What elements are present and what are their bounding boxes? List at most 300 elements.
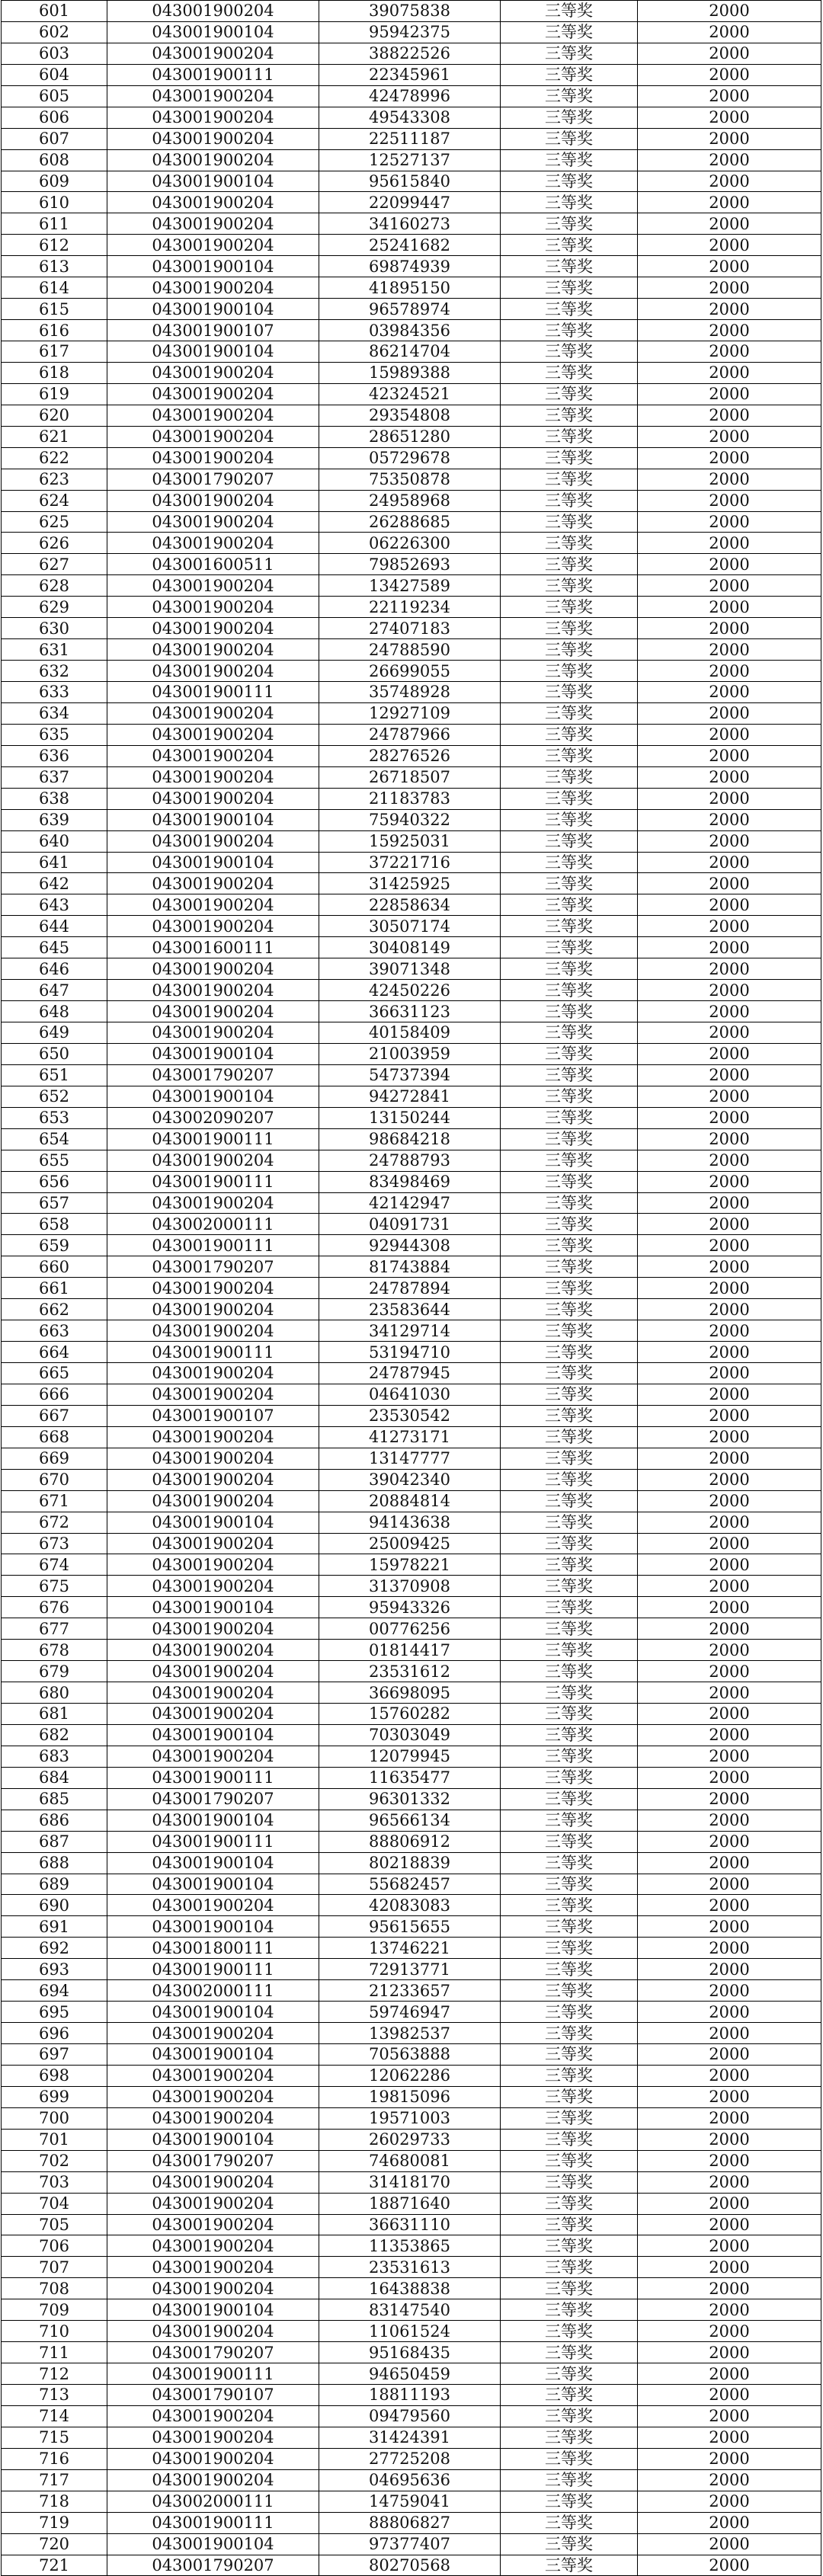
code-cell: 043001900104	[107, 1916, 319, 1938]
code-cell: 043001900104	[107, 256, 319, 277]
ticket-number-cell: 12079945	[319, 1746, 501, 1767]
code-cell: 043001900204	[107, 724, 319, 745]
table-row	[2, 2129, 821, 2150]
prize-level-cell: 三等奖	[501, 213, 638, 235]
table-row	[2, 980, 821, 1001]
ticket-number-cell: 23531613	[319, 2257, 501, 2278]
table-row	[2, 171, 821, 192]
code-cell: 043002000111	[107, 1214, 319, 1235]
row-number-cell: 653	[2, 1107, 107, 1128]
code-cell: 043001900204	[107, 1576, 319, 1597]
ticket-number-cell: 25241682	[319, 235, 501, 256]
amount-cell: 2000	[638, 362, 821, 383]
prize-level-cell: 三等奖	[501, 533, 638, 554]
prize-level-cell: 三等奖	[501, 2448, 638, 2469]
ticket-number-cell: 75350878	[319, 469, 501, 490]
row-number-cell: 603	[2, 43, 107, 64]
row-number-cell: 620	[2, 405, 107, 426]
table-row	[2, 235, 821, 256]
table-row	[2, 597, 821, 618]
table-row	[2, 447, 821, 469]
code-cell: 043002000111	[107, 1980, 319, 2002]
ticket-number-cell: 18871640	[319, 2193, 501, 2214]
row-number-cell: 658	[2, 1214, 107, 1235]
ticket-number-cell: 83147540	[319, 2299, 501, 2321]
ticket-number-cell: 15989388	[319, 362, 501, 383]
prize-level-cell: 三等奖	[501, 2321, 638, 2342]
table-row	[2, 554, 821, 575]
code-cell: 043001900204	[107, 1533, 319, 1554]
row-number-cell: 718	[2, 2491, 107, 2512]
prize-level-cell: 三等奖	[501, 1426, 638, 1448]
ticket-number-cell: 37221716	[319, 852, 501, 873]
prize-level-cell: 三等奖	[501, 1852, 638, 1874]
table-row	[2, 149, 821, 171]
table-row	[2, 43, 821, 64]
code-cell: 043001900204	[107, 788, 319, 809]
ticket-number-cell: 26029733	[319, 2129, 501, 2150]
code-cell: 043001900204	[107, 958, 319, 980]
amount-cell: 2000	[638, 1980, 821, 2002]
amount-cell: 2000	[638, 2491, 821, 2512]
ticket-number-cell: 96566134	[319, 1810, 501, 1831]
ticket-number-cell: 42450226	[319, 980, 501, 1001]
ticket-number-cell: 74680081	[319, 2150, 501, 2171]
prize-level-cell: 三等奖	[501, 2533, 638, 2555]
prize-level-cell: 三等奖	[501, 1576, 638, 1597]
prize-level-cell: 三等奖	[501, 1214, 638, 1235]
table-row	[2, 2405, 821, 2427]
ticket-number-cell: 31424391	[319, 2427, 501, 2448]
row-number-cell: 630	[2, 618, 107, 639]
prize-level-cell: 三等奖	[501, 702, 638, 724]
amount-cell: 2000	[638, 447, 821, 469]
row-number-cell: 655	[2, 1150, 107, 1171]
table-row	[2, 1852, 821, 1874]
prize-level-cell: 三等奖	[501, 2193, 638, 2214]
ticket-number-cell: 39042340	[319, 1469, 501, 1490]
row-number-cell: 641	[2, 852, 107, 873]
row-number-cell: 672	[2, 1512, 107, 1533]
code-cell: 043001900104	[107, 1512, 319, 1533]
amount-cell: 2000	[638, 1192, 821, 1214]
prize-level-cell: 三等奖	[501, 1938, 638, 1959]
table-row	[2, 2214, 821, 2235]
prize-level-cell: 三等奖	[501, 1022, 638, 1044]
prize-level-cell: 三等奖	[501, 1724, 638, 1746]
table-row	[2, 1363, 821, 1384]
code-cell: 043001900104	[107, 2002, 319, 2023]
amount-cell: 2000	[638, 2086, 821, 2107]
ticket-number-cell: 53194710	[319, 1342, 501, 1363]
amount-cell: 2000	[638, 894, 821, 916]
row-number-cell: 631	[2, 639, 107, 661]
ticket-number-cell: 41895150	[319, 277, 501, 299]
amount-cell: 2000	[638, 2385, 821, 2406]
prize-level-cell: 三等奖	[501, 85, 638, 107]
table-row	[2, 2321, 821, 2342]
amount-cell: 2000	[638, 1661, 821, 1682]
row-number-cell: 652	[2, 1086, 107, 1107]
amount-cell: 2000	[638, 852, 821, 873]
ticket-number-cell: 04641030	[319, 1384, 501, 1405]
amount-cell: 2000	[638, 980, 821, 1001]
row-number-cell: 689	[2, 1874, 107, 1895]
prize-level-cell: 三等奖	[501, 171, 638, 192]
code-cell: 043001900111	[107, 682, 319, 703]
code-cell: 043001600111	[107, 937, 319, 958]
prize-level-cell: 三等奖	[501, 511, 638, 533]
ticket-number-cell: 94143638	[319, 1512, 501, 1533]
amount-cell: 2000	[638, 2448, 821, 2469]
code-cell: 043001790207	[107, 469, 319, 490]
amount-cell: 2000	[638, 1938, 821, 1959]
code-cell: 043001790207	[107, 1064, 319, 1086]
amount-cell: 2000	[638, 1043, 821, 1064]
row-number-cell: 679	[2, 1661, 107, 1682]
row-number-cell: 627	[2, 554, 107, 575]
row-number-cell: 698	[2, 2065, 107, 2086]
row-number-cell: 613	[2, 256, 107, 277]
ticket-number-cell: 42478996	[319, 85, 501, 107]
prize-level-cell: 三等奖	[501, 2214, 638, 2235]
amount-cell: 2000	[638, 809, 821, 830]
row-number-cell: 632	[2, 661, 107, 682]
row-number-cell: 609	[2, 171, 107, 192]
table-row	[2, 2385, 821, 2406]
code-cell: 043001900204	[107, 213, 319, 235]
amount-cell: 2000	[638, 1107, 821, 1128]
table-row	[2, 1724, 821, 1746]
ticket-number-cell: 95615655	[319, 1916, 501, 1938]
code-cell: 043001900104	[107, 1874, 319, 1895]
code-cell: 043001900111	[107, 1831, 319, 1852]
code-cell: 043001900104	[107, 809, 319, 830]
row-number-cell: 693	[2, 1959, 107, 1980]
row-number-cell: 703	[2, 2171, 107, 2193]
table-row	[2, 1831, 821, 1852]
ticket-number-cell: 36631110	[319, 2214, 501, 2235]
row-number-cell: 666	[2, 1384, 107, 1405]
row-number-cell: 604	[2, 64, 107, 85]
ticket-number-cell: 24958968	[319, 490, 501, 511]
row-number-cell: 692	[2, 1938, 107, 1959]
ticket-number-cell: 72913771	[319, 1959, 501, 1980]
code-cell: 043001900204	[107, 1746, 319, 1767]
prize-level-cell: 三等奖	[501, 2555, 638, 2576]
table-row	[2, 1235, 821, 1256]
table-row	[2, 1746, 821, 1767]
ticket-number-cell: 35748928	[319, 682, 501, 703]
table-row	[2, 2363, 821, 2385]
row-number-cell: 708	[2, 2278, 107, 2299]
prize-level-cell: 三等奖	[501, 2044, 638, 2066]
row-number-cell: 639	[2, 809, 107, 830]
code-cell: 043001900104	[107, 341, 319, 363]
code-cell: 043001900104	[107, 1724, 319, 1746]
amount-cell: 2000	[638, 1426, 821, 1448]
prize-table-body	[2, 1, 821, 2576]
code-cell: 043001900204	[107, 85, 319, 107]
table-row	[2, 788, 821, 809]
table-row	[2, 2278, 821, 2299]
code-cell: 043001900204	[107, 128, 319, 149]
table-row	[2, 1597, 821, 1618]
ticket-number-cell: 70303049	[319, 1724, 501, 1746]
row-number-cell: 674	[2, 1554, 107, 1576]
ticket-number-cell: 03984356	[319, 320, 501, 341]
amount-cell: 2000	[638, 2469, 821, 2491]
row-number-cell: 691	[2, 1916, 107, 1938]
prize-level-cell: 三等奖	[501, 341, 638, 363]
code-cell: 043001900204	[107, 235, 319, 256]
ticket-number-cell: 54737394	[319, 1064, 501, 1086]
row-number-cell: 606	[2, 107, 107, 128]
code-cell: 043002090207	[107, 1107, 319, 1128]
row-number-cell: 715	[2, 2427, 107, 2448]
row-number-cell: 648	[2, 1001, 107, 1022]
table-row	[2, 809, 821, 830]
row-number-cell: 659	[2, 1235, 107, 1256]
prize-table	[1, 0, 821, 2576]
ticket-number-cell: 13147777	[319, 1448, 501, 1469]
prize-level-cell: 三等奖	[501, 1469, 638, 1490]
table-row	[2, 277, 821, 299]
row-number-cell: 675	[2, 1576, 107, 1597]
code-cell: 043001790207	[107, 2342, 319, 2363]
ticket-number-cell: 75940322	[319, 809, 501, 830]
ticket-number-cell: 34129714	[319, 1320, 501, 1342]
prize-level-cell: 三等奖	[501, 916, 638, 937]
prize-level-cell: 三等奖	[501, 682, 638, 703]
row-number-cell: 686	[2, 1810, 107, 1831]
table-row	[2, 1086, 821, 1107]
row-number-cell: 651	[2, 1064, 107, 1086]
ticket-number-cell: 97377407	[319, 2533, 501, 2555]
amount-cell: 2000	[638, 1299, 821, 1320]
row-number-cell: 656	[2, 1171, 107, 1192]
code-cell: 043001900204	[107, 447, 319, 469]
ticket-number-cell: 38822526	[319, 43, 501, 64]
row-number-cell: 657	[2, 1192, 107, 1214]
ticket-number-cell: 24787894	[319, 1278, 501, 1299]
ticket-number-cell: 29354808	[319, 405, 501, 426]
prize-level-cell: 三等奖	[501, 1661, 638, 1682]
row-number-cell: 635	[2, 724, 107, 745]
code-cell: 043001900204	[107, 1001, 319, 1022]
row-number-cell: 690	[2, 1895, 107, 1916]
table-row	[2, 2533, 821, 2555]
row-number-cell: 654	[2, 1128, 107, 1150]
ticket-number-cell: 81743884	[319, 1256, 501, 1278]
row-number-cell: 682	[2, 1724, 107, 1746]
table-row	[2, 2023, 821, 2044]
prize-level-cell: 三等奖	[501, 2342, 638, 2363]
row-number-cell: 700	[2, 2107, 107, 2129]
table-row	[2, 1150, 821, 1171]
code-cell: 043001900204	[107, 1640, 319, 1661]
prize-level-cell: 三等奖	[501, 107, 638, 128]
row-number-cell: 701	[2, 2129, 107, 2150]
ticket-number-cell: 23583644	[319, 1299, 501, 1320]
prize-level-cell: 三等奖	[501, 2023, 638, 2044]
row-number-cell: 696	[2, 2023, 107, 2044]
table-row	[2, 1895, 821, 1916]
amount-cell: 2000	[638, 341, 821, 363]
code-cell: 043001900204	[107, 533, 319, 554]
ticket-number-cell: 12527137	[319, 149, 501, 171]
amount-cell: 2000	[638, 320, 821, 341]
code-cell: 043001900111	[107, 64, 319, 85]
ticket-number-cell: 23531612	[319, 1661, 501, 1682]
amount-cell: 2000	[638, 2363, 821, 2385]
table-row	[2, 1299, 821, 1320]
amount-cell: 2000	[638, 1128, 821, 1150]
code-cell: 043001900204	[107, 2065, 319, 2086]
table-row	[2, 405, 821, 426]
ticket-number-cell: 95943326	[319, 1597, 501, 1618]
prize-level-cell: 三等奖	[501, 2107, 638, 2129]
amount-cell: 2000	[638, 1618, 821, 1640]
table-row	[2, 2235, 821, 2257]
ticket-number-cell: 70563888	[319, 2044, 501, 2066]
prize-level-cell: 三等奖	[501, 1746, 638, 1767]
code-cell: 043001900104	[107, 21, 319, 43]
amount-cell: 2000	[638, 830, 821, 852]
row-number-cell: 707	[2, 2257, 107, 2278]
table-row	[2, 852, 821, 873]
row-number-cell: 710	[2, 2321, 107, 2342]
code-cell: 043001900204	[107, 2214, 319, 2235]
amount-cell: 2000	[638, 1810, 821, 1831]
row-number-cell: 681	[2, 1704, 107, 1725]
table-row	[2, 1128, 821, 1150]
prize-level-cell: 三等奖	[501, 1640, 638, 1661]
amount-cell: 2000	[638, 682, 821, 703]
amount-cell: 2000	[638, 277, 821, 299]
prize-level-cell: 三等奖	[501, 149, 638, 171]
prize-level-cell: 三等奖	[501, 1959, 638, 1980]
prize-level-cell: 三等奖	[501, 724, 638, 745]
amount-cell: 2000	[638, 916, 821, 937]
ticket-number-cell: 13746221	[319, 1938, 501, 1959]
ticket-number-cell: 23530542	[319, 1405, 501, 1426]
ticket-number-cell: 34160273	[319, 213, 501, 235]
ticket-number-cell: 80218839	[319, 1852, 501, 1874]
ticket-number-cell: 28276526	[319, 745, 501, 766]
ticket-number-cell: 86214704	[319, 341, 501, 363]
amount-cell: 2000	[638, 873, 821, 894]
row-number-cell: 629	[2, 597, 107, 618]
row-number-cell: 622	[2, 447, 107, 469]
table-row	[2, 1192, 821, 1214]
table-row	[2, 128, 821, 149]
code-cell: 043001900204	[107, 597, 319, 618]
row-number-cell: 705	[2, 2214, 107, 2235]
amount-cell: 2000	[638, 235, 821, 256]
prize-level-cell: 三等奖	[501, 192, 638, 213]
amount-cell: 2000	[638, 1767, 821, 1788]
prize-level-cell: 三等奖	[501, 2235, 638, 2257]
row-number-cell: 688	[2, 1852, 107, 1874]
amount-cell: 2000	[638, 788, 821, 809]
prize-level-cell: 三等奖	[501, 980, 638, 1001]
ticket-number-cell: 05729678	[319, 447, 501, 469]
ticket-number-cell: 42142947	[319, 1192, 501, 1214]
prize-level-cell: 三等奖	[501, 1150, 638, 1171]
prize-level-cell: 三等奖	[501, 1916, 638, 1938]
prize-level-cell: 三等奖	[501, 2385, 638, 2406]
prize-level-cell: 三等奖	[501, 299, 638, 320]
ticket-number-cell: 24788590	[319, 639, 501, 661]
prize-level-cell: 三等奖	[501, 1128, 638, 1150]
ticket-number-cell: 49543308	[319, 107, 501, 128]
table-row	[2, 1043, 821, 1064]
code-cell: 043001900204	[107, 1192, 319, 1214]
table-row	[2, 1767, 821, 1788]
row-number-cell: 720	[2, 2533, 107, 2555]
table-row	[2, 873, 821, 894]
ticket-number-cell: 79852693	[319, 554, 501, 575]
code-cell: 043001900104	[107, 299, 319, 320]
ticket-number-cell: 18811193	[319, 2385, 501, 2406]
row-number-cell: 665	[2, 1363, 107, 1384]
table-row	[2, 1001, 821, 1022]
code-cell: 043001900204	[107, 277, 319, 299]
amount-cell: 2000	[638, 2278, 821, 2299]
amount-cell: 2000	[638, 2150, 821, 2171]
code-cell: 043001900204	[107, 745, 319, 766]
ticket-number-cell: 11353865	[319, 2235, 501, 2257]
code-cell: 043001900104	[107, 2044, 319, 2066]
prize-level-cell: 三等奖	[501, 554, 638, 575]
row-number-cell: 612	[2, 235, 107, 256]
amount-cell: 2000	[638, 1831, 821, 1852]
amount-cell: 2000	[638, 1746, 821, 1767]
row-number-cell: 623	[2, 469, 107, 490]
row-number-cell: 694	[2, 1980, 107, 2002]
ticket-number-cell: 80270568	[319, 2555, 501, 2576]
amount-cell: 2000	[638, 2107, 821, 2129]
amount-cell: 2000	[638, 2512, 821, 2533]
row-number-cell: 660	[2, 1256, 107, 1278]
row-number-cell: 702	[2, 2150, 107, 2171]
code-cell: 043001900204	[107, 2278, 319, 2299]
table-row	[2, 2257, 821, 2278]
prize-level-cell: 三等奖	[501, 2363, 638, 2385]
amount-cell: 2000	[638, 1405, 821, 1426]
prize-level-cell: 三等奖	[501, 852, 638, 873]
prize-level-cell: 三等奖	[501, 1384, 638, 1405]
prize-level-cell: 三等奖	[501, 2086, 638, 2107]
amount-cell: 2000	[638, 1597, 821, 1618]
ticket-number-cell: 04695636	[319, 2469, 501, 2491]
code-cell: 043001900204	[107, 2086, 319, 2107]
code-cell: 043001900104	[107, 1852, 319, 1874]
amount-cell: 2000	[638, 1064, 821, 1086]
row-number-cell: 605	[2, 85, 107, 107]
prize-level-cell: 三等奖	[501, 1682, 638, 1704]
row-number-cell: 636	[2, 745, 107, 766]
code-cell: 043001900204	[107, 2405, 319, 2427]
table-row	[2, 1512, 821, 1533]
row-number-cell: 638	[2, 788, 107, 809]
code-cell: 043001900204	[107, 980, 319, 1001]
prize-level-cell: 三等奖	[501, 2278, 638, 2299]
prize-level-cell: 三等奖	[501, 383, 638, 405]
amount-cell: 2000	[638, 21, 821, 43]
ticket-number-cell: 27725208	[319, 2448, 501, 2469]
